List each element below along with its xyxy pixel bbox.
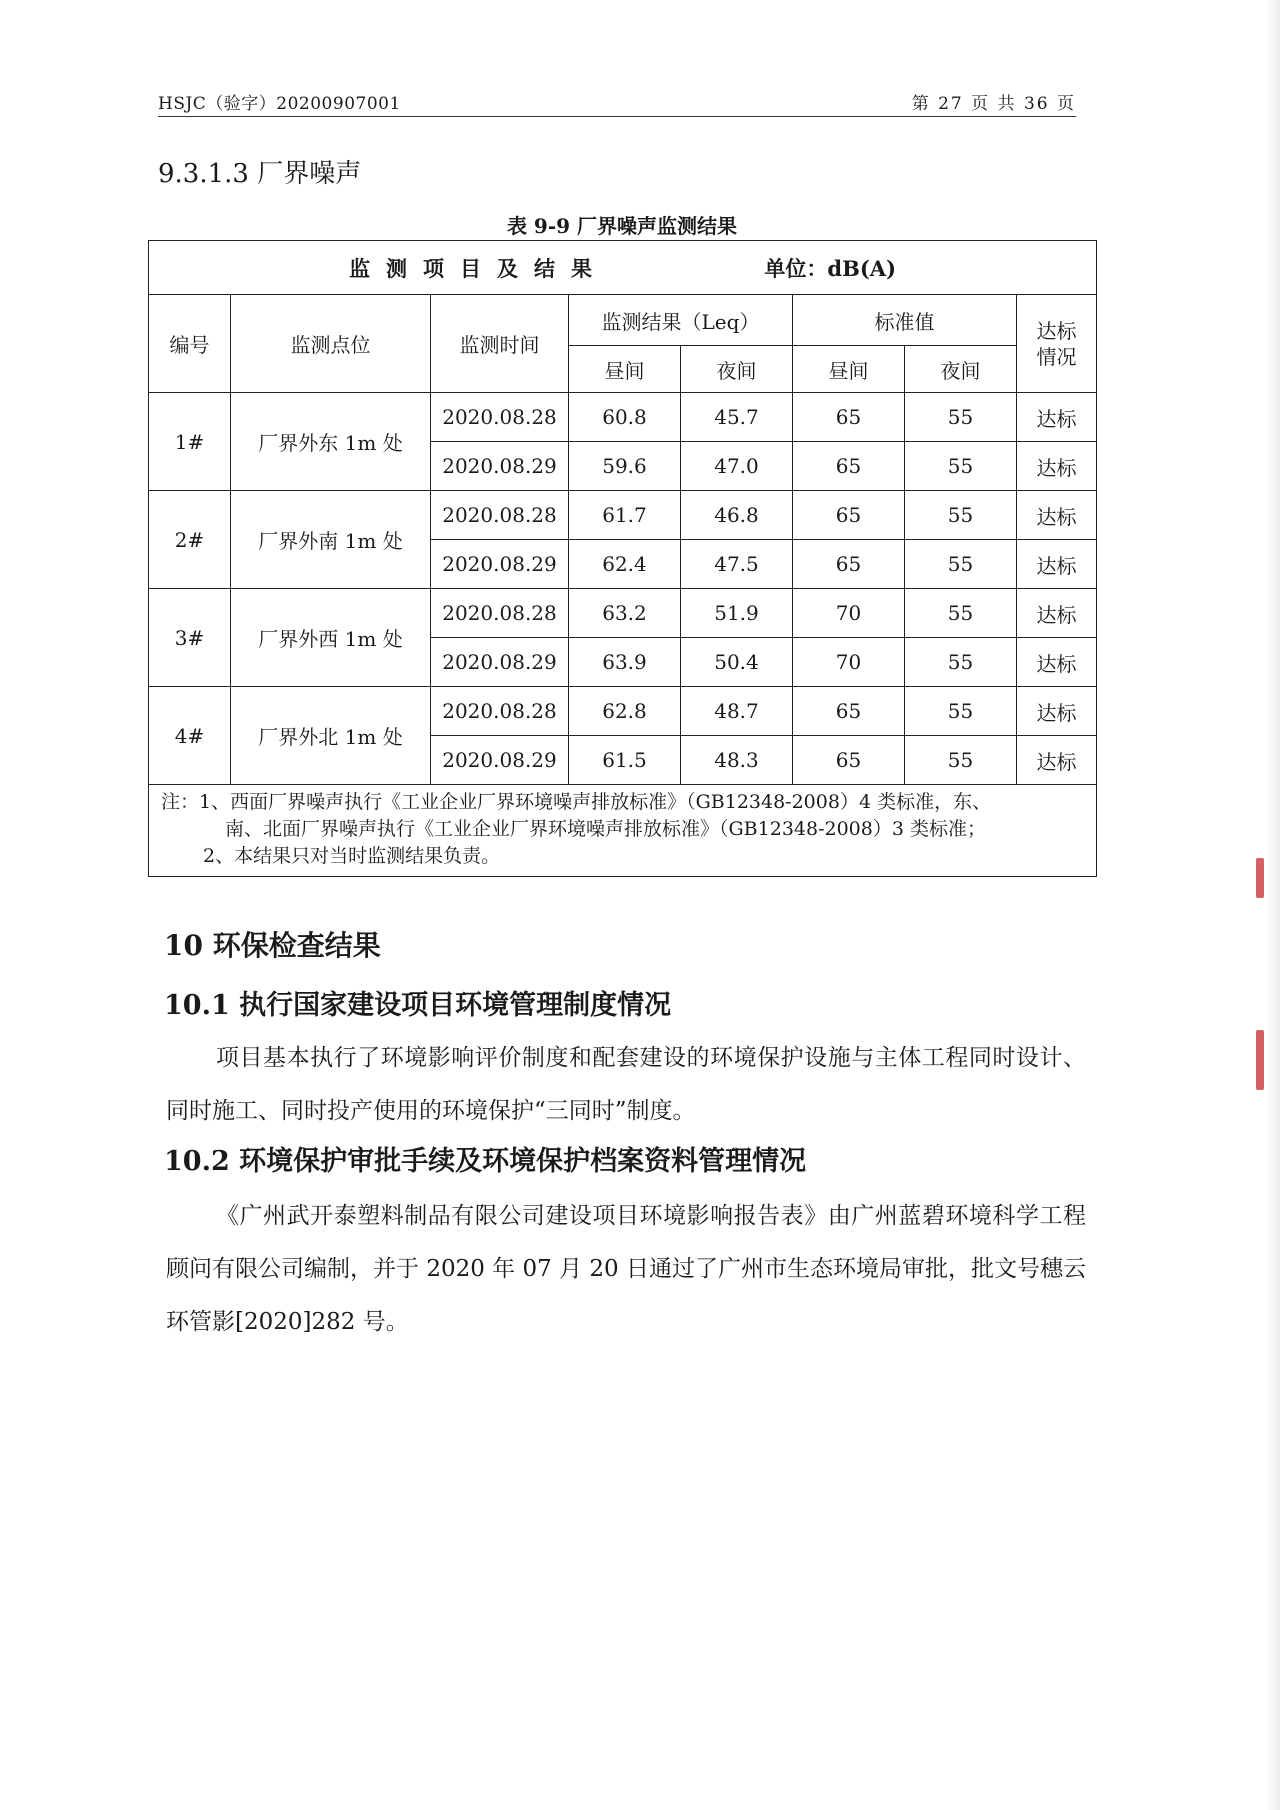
header-row xyxy=(149,295,1097,346)
header-result: 监测结果（Leq） xyxy=(569,295,793,346)
standard-day: 65 xyxy=(793,540,905,589)
result-night: 50.4 xyxy=(681,638,793,687)
header-location: 监测点位 xyxy=(231,295,431,393)
point-no: 4# xyxy=(149,687,231,785)
standard-night: 55 xyxy=(905,687,1017,736)
result-day: 62.8 xyxy=(569,687,681,736)
point-location: 厂界外南 1m 处 xyxy=(231,491,431,589)
table-banner-row xyxy=(149,241,1097,295)
table-row xyxy=(149,393,1097,442)
monitor-date: 2020.08.29 xyxy=(431,442,569,491)
table-caption: 表 9-9 厂界噪声监测结果 xyxy=(506,214,738,238)
table-note xyxy=(149,785,1097,877)
seal-mark xyxy=(1256,858,1264,898)
standard-night: 55 xyxy=(905,491,1017,540)
section-10-1-paragraph: 项目基本执行了环境影响评价制度和配套建设的环境保护设施与主体工程同时设计、同时施工、同时投产使用的环境保护“三同时”制度。 xyxy=(166,1045,1086,1124)
header-result-night: 夜间 xyxy=(681,346,793,393)
table-row xyxy=(149,589,1097,638)
standard-night: 55 xyxy=(905,736,1017,785)
result-night: 46.8 xyxy=(681,491,793,540)
document-number: HSJC（验字）20200907001 xyxy=(158,94,401,114)
compliance-status: 达标 xyxy=(1017,589,1097,638)
standard-night: 55 xyxy=(905,638,1017,687)
point-location: 厂界外西 1m 处 xyxy=(231,589,431,687)
standard-day: 65 xyxy=(793,687,905,736)
monitor-date: 2020.08.29 xyxy=(431,736,569,785)
standard-day: 70 xyxy=(793,638,905,687)
compliance-status: 达标 xyxy=(1017,442,1097,491)
standard-day: 65 xyxy=(793,736,905,785)
banner-label: 监测项目及结果 xyxy=(349,255,609,281)
result-day: 63.2 xyxy=(569,589,681,638)
table-banner xyxy=(149,241,1097,295)
standard-night: 55 xyxy=(905,393,1017,442)
header-standard-night: 夜间 xyxy=(905,346,1017,393)
section-title-10: 10 环保检查结果 xyxy=(164,929,381,962)
section-10-2-paragraph: 《广州武开泰塑料制品有限公司建设项目环境影响报告表》由广州蓝碧环境科学工程顾问有限公司编制，并于 2020 年 07 月 20 日通过了广州市生态环境局审批，批文号穗云环管影[2020]282 号。 xyxy=(166,1203,1086,1335)
compliance-status: 达标 xyxy=(1017,540,1097,589)
standard-night: 55 xyxy=(905,589,1017,638)
result-day: 59.6 xyxy=(569,442,681,491)
note-line-1: 注：1、西面厂界噪声执行《工业企业厂界环境噪声排放标准》（GB12348-2008）4 类标准，东、 xyxy=(161,791,992,813)
result-night: 48.3 xyxy=(681,736,793,785)
result-night: 45.7 xyxy=(681,393,793,442)
seal-mark xyxy=(1256,1030,1264,1090)
result-night: 51.9 xyxy=(681,589,793,638)
header-result-day: 昼间 xyxy=(569,346,681,393)
standard-night: 55 xyxy=(905,540,1017,589)
header-compliance: 达标情况 xyxy=(1017,295,1097,393)
result-night: 47.0 xyxy=(681,442,793,491)
note-line-3: 2、本结果只对当时监测结果负责。 xyxy=(203,845,501,867)
point-no: 1# xyxy=(149,393,231,491)
table-row xyxy=(149,687,1097,736)
standard-day: 65 xyxy=(793,393,905,442)
point-location: 厂界外北 1m 处 xyxy=(231,687,431,785)
unit-label: 单位：dB(A) xyxy=(764,255,897,281)
standard-day: 65 xyxy=(793,442,905,491)
standard-day: 70 xyxy=(793,589,905,638)
point-no: 3# xyxy=(149,589,231,687)
result-night: 48.7 xyxy=(681,687,793,736)
result-day: 63.9 xyxy=(569,638,681,687)
compliance-status: 达标 xyxy=(1017,687,1097,736)
noise-monitoring-table xyxy=(148,240,1097,877)
section-title-9-3-1-3: 9.3.1.3 厂界噪声 xyxy=(158,159,362,189)
monitor-date: 2020.08.29 xyxy=(431,540,569,589)
header-no: 编号 xyxy=(149,295,231,393)
compliance-status: 达标 xyxy=(1017,736,1097,785)
standard-day: 65 xyxy=(793,491,905,540)
result-day: 61.7 xyxy=(569,491,681,540)
result-day: 60.8 xyxy=(569,393,681,442)
page-header xyxy=(158,92,1076,117)
monitor-date: 2020.08.29 xyxy=(431,638,569,687)
compliance-status: 达标 xyxy=(1017,491,1097,540)
monitor-date: 2020.08.28 xyxy=(431,393,569,442)
point-no: 2# xyxy=(149,491,231,589)
monitor-date: 2020.08.28 xyxy=(431,491,569,540)
scan-edge xyxy=(1266,0,1280,1810)
result-day: 62.4 xyxy=(569,540,681,589)
table-row xyxy=(149,491,1097,540)
table-note-row xyxy=(149,785,1097,877)
section-title-10-1: 10.1 执行国家建设项目环境管理制度情况 xyxy=(164,990,672,1021)
compliance-status: 达标 xyxy=(1017,638,1097,687)
monitor-date: 2020.08.28 xyxy=(431,687,569,736)
section-title-10-2: 10.2 环境保护审批手续及环境保护档案资料管理情况 xyxy=(164,1146,807,1177)
monitor-date: 2020.08.28 xyxy=(431,589,569,638)
point-location: 厂界外东 1m 处 xyxy=(231,393,431,491)
compliance-status: 达标 xyxy=(1017,393,1097,442)
page-number: 第 27 页 共 36 页 xyxy=(911,94,1076,114)
note-line-2: 南、北面厂界噪声执行《工业企业厂界环境噪声排放标准》（GB12348-2008）3 类标准； xyxy=(225,818,986,840)
header-standard-day: 昼间 xyxy=(793,346,905,393)
header-standard: 标准值 xyxy=(793,295,1017,346)
result-day: 61.5 xyxy=(569,736,681,785)
result-night: 47.5 xyxy=(681,540,793,589)
header-time: 监测时间 xyxy=(431,295,569,393)
standard-night: 55 xyxy=(905,442,1017,491)
